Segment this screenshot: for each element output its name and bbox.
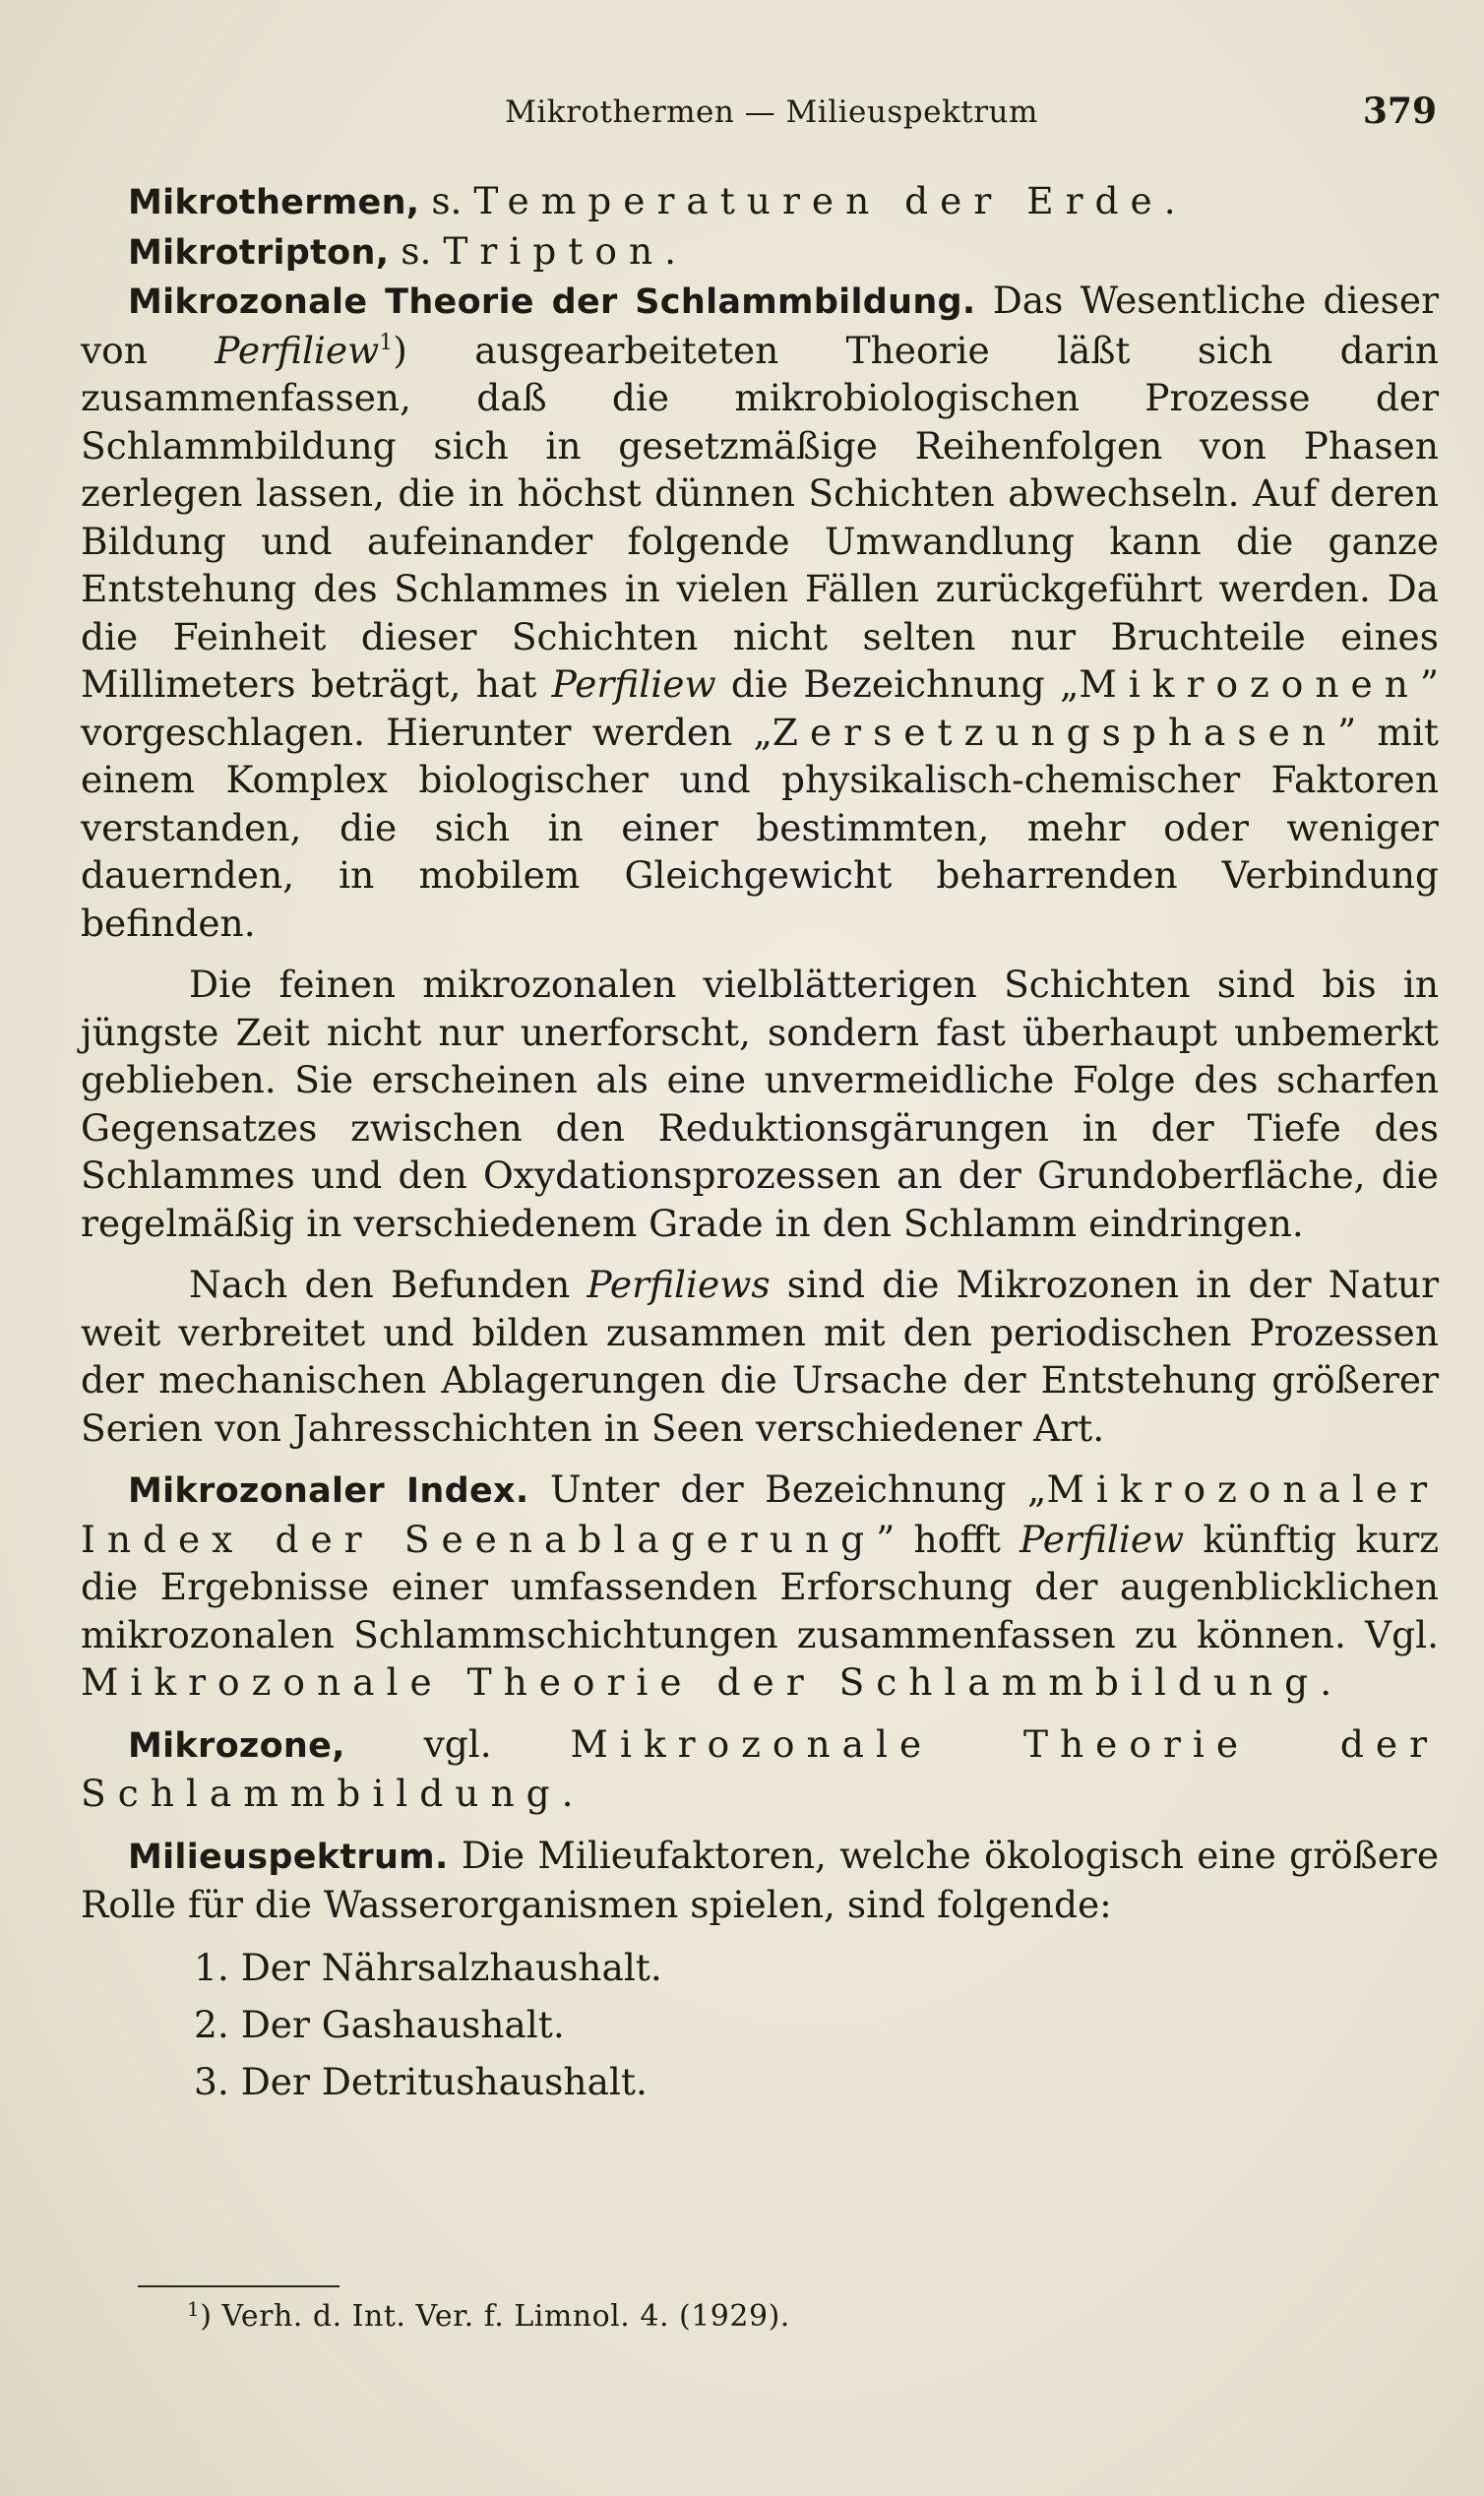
body-text: Das Wesentliche dieser von [81, 279, 1440, 372]
cross-reference: Mikrozonale Theorie der Schlammbildung. [81, 1721, 1440, 1815]
entry-mikrotripton [81, 227, 1439, 278]
body-text: Die Milieufaktoren, welche ökologisch eine größere Rolle für die Wasserorganismen spielen, sind folgende: [81, 1833, 1440, 1926]
list-item: 3. Der Detritushaushalt. [194, 2059, 648, 2103]
cross-reference: Tripton. [443, 228, 689, 273]
body-text: ” hofft [876, 1517, 1001, 1561]
footnote-reference: 1 [379, 330, 394, 355]
entry-term: Mikrozonaler Index. [128, 1471, 529, 1511]
entry-term: Mikrothermen, [128, 183, 420, 222]
ref-prefix: s. [401, 228, 432, 273]
entry-term: Milieuspektrum. [128, 1837, 449, 1877]
body-text: ” vorgeschlagen. Hierunter werden „ [81, 662, 1440, 754]
author-name: Perfiliew [551, 662, 716, 706]
entry-mikrozonaler-index [81, 1466, 1439, 1707]
list-item: 2. Der Gashaushalt. [194, 2002, 565, 2046]
entry-mikrothermen [81, 177, 1439, 227]
paragraph-3 [81, 1261, 1439, 1452]
cross-reference: Temperaturen der Erde. [473, 179, 1188, 222]
spaced-term: Mikrozonen [1079, 662, 1420, 706]
ref-prefix: s. [431, 179, 463, 222]
entry-term: Mikrotripton, [128, 232, 390, 273]
body-text: ) ausgearbeiteten Theorie läßt sich darin zusammenfassen, daß die mikrobiologischen Prozesse der Schlammbildung sich in gesetzmäßige Reihenfolgen von Phasen zerlegen lassen, die in höchst dünnen Schichten abwechseln. Auf deren Bildung und aufeinander folgende Umwandlung kann die ganze Entstehung des Schlammes in vielen Fällen zurückgeführt werden. Da die Feinheit dieser Schichten nicht selten nur Bruchteile eines Millimeters beträgt, hat [81, 328, 1440, 706]
spaced-term: Zersetzungsphasen [772, 710, 1337, 754]
list-item: 1. Der Nährsalzhaushalt. [194, 1945, 662, 1989]
milieu-factor-list [81, 1939, 1439, 2110]
footnote-text: ) Verh. d. Int. Ver. f. Limnol. 4. (1929). [200, 2299, 790, 2334]
entry-term: Mikrozone, [128, 1725, 345, 1766]
body-text: Unter der Bezeichnung „ [550, 1467, 1047, 1511]
spaced-term: Mikrozonaler Index der Seenablagerung [81, 1467, 1440, 1561]
body-text: künftig kurz die Ergebnisse einer umfassenden Erforschung der augenblicklichen mikrozonalen Schlammschichtungen zusammenfassen zu können. Vgl. [81, 1517, 1440, 1656]
author-name: Perfiliew [215, 328, 380, 372]
page-header [0, 87, 1484, 146]
page-number: 379 [1362, 91, 1437, 132]
author-name: Perfiliews [587, 1263, 771, 1306]
footnote-marker: 1 [187, 2297, 201, 2321]
body-text: ” mit einem Komplex biologischer und physikalisch-chemischer Faktoren verstanden, die sich in einer bestimmten, mehr oder weniger dauernden, in mobilem Gleichgewicht beharrenden Verbindung befinden. [81, 710, 1440, 945]
entry-mikrozonale-theorie [81, 277, 1439, 947]
entry-term: Mikrozonale Theorie der Schlammbildung. [128, 282, 976, 322]
footnote [187, 2299, 790, 2334]
entry-milieuspektrum [81, 1832, 1439, 1929]
page-body [81, 177, 1439, 2110]
cross-reference: Mikrozonale Theorie der Schlammbildung. [81, 1660, 1344, 1704]
body-text: sind die Mikrozonen in der Natur weit verbreitet und bilden zusammen mit den periodischen Prozessen der mechanischen Ablagerungen die Ursache der Entstehung größerer Serien von Jahresschichten in Seen verschiedener Art. [81, 1263, 1440, 1450]
paragraph-2: Die feinen mikrozonalen vielblätterigen Schichten sind bis in jüngste Zeit nicht nur unerforscht, sondern fast überhaupt unbemerkt geblieben. Sie erscheinen als eine unvermeidliche Folge des scharfen Gegensatzes zwischen den Reduktionsgärungen in der Tiefe des Schlammes und den Oxydationsprozessen an der Grundoberfläche, die regelmäßig in verschiedenem Grade in den Schlamm eindringen. [81, 963, 1439, 1245]
body-text: die Bezeichnung „ [730, 662, 1080, 706]
running-title: Mikrothermen — Milieuspektrum [505, 94, 1038, 130]
entry-mikrozone [81, 1720, 1439, 1818]
footnote-divider [138, 2285, 340, 2287]
author-name: Perfiliew [1020, 1517, 1185, 1561]
ref-prefix: vgl. [423, 1721, 492, 1766]
body-text: Nach den Befunden [189, 1263, 571, 1306]
